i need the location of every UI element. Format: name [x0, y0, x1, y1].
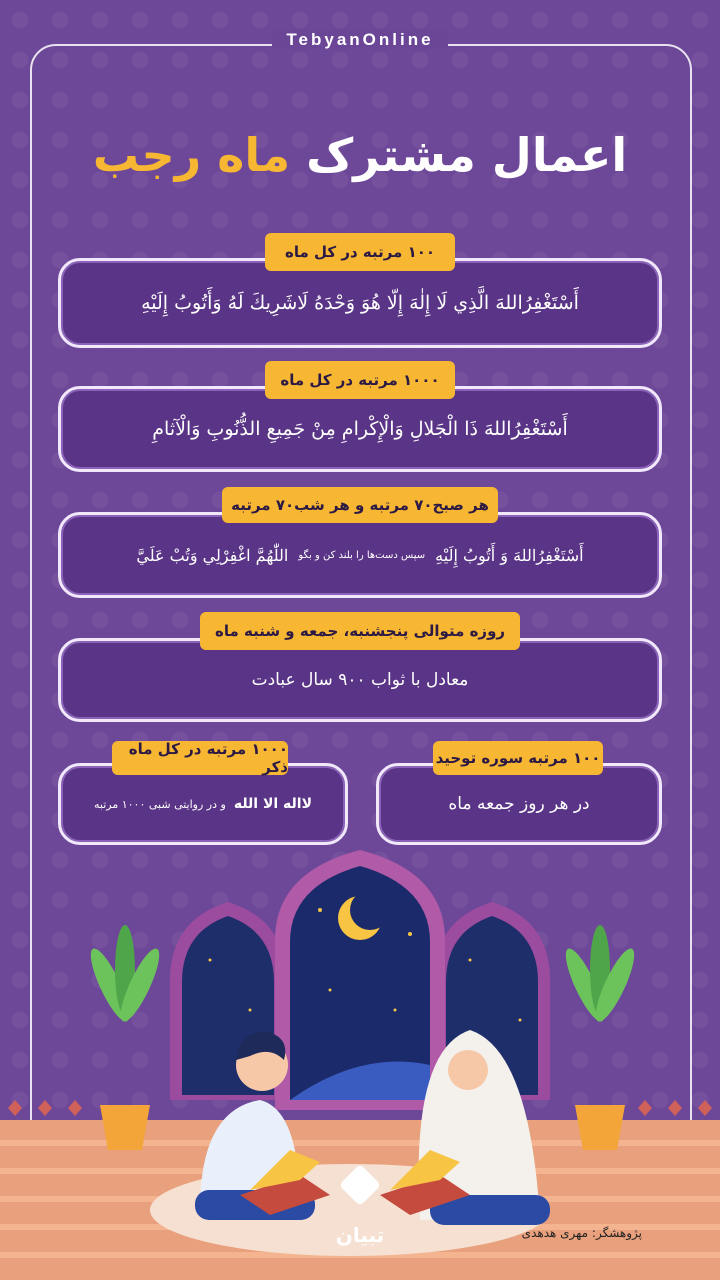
- item-2-text: أَسْتَغْفِرُاللهَ ذَا الْجَلالِ وَالْإِكْرامِ مِنْ جَمِيعِ الذُّنُوبِ وَالْآثامِ: [152, 418, 568, 440]
- item-6-label: ۱۰۰۰ مرتبه در کل ماه ذکر: [112, 741, 288, 775]
- item-5-label: ۱۰۰ مرتبه سوره توحید: [433, 741, 603, 775]
- item-3-card: [58, 512, 662, 598]
- item-5-card: [376, 763, 662, 845]
- page-title: [0, 128, 720, 182]
- title-main: اعمال مشترک: [306, 128, 628, 182]
- item-5-text: در هر روز جمعه ماه: [448, 794, 590, 814]
- item-3-label: هر صبح۷۰ مرتبه و هر شب۷۰ مرتبه: [222, 487, 498, 523]
- item-4-text: معادل با ثواب ۹۰۰ سال عبادت: [251, 670, 469, 690]
- credit-text: پژوهشگر: مهری هدهدی: [521, 1226, 642, 1240]
- item-3-text-b: اللّٰهُمَّ اغْفِرْلِي وَتُبْ عَلَيَّ: [136, 545, 289, 565]
- brand-header: TebyanOnline: [0, 30, 720, 50]
- logo-text: تبیان: [335, 1223, 385, 1247]
- item-1-card: [58, 258, 662, 348]
- item-1-label: ۱۰۰ مرتبه در کل ماه: [265, 233, 455, 271]
- left-plant: [84, 925, 166, 1150]
- right-plant: [559, 925, 641, 1150]
- scene-illustration: [0, 850, 720, 1280]
- item-1-text: أَسْتَغْفِرُاللهَ الَّذِي لَا إِلٰهَ إِلّا هُوَ وَحْدَهُ لَاشَرِيكَ لَهُ وَأَتُوبُ إِلَيْهِ: [141, 292, 579, 314]
- item-4-label: روزه متوالی پنجشنبه، جمعه و شنبه ماه: [200, 612, 520, 650]
- title-accent: ماه رجب: [92, 128, 291, 182]
- item-3-text-a: أَسْتَغْفِرُاللهَ وَ أَتُوبُ إِلَيْهِ: [435, 545, 584, 565]
- item-2-label: ۱۰۰۰ مرتبه در کل ماه: [265, 361, 455, 399]
- item-6-text-a: لااله الا الله: [233, 796, 313, 812]
- item-3-text-mid: سپس دست‌ها را بلند کن و بگو: [298, 549, 426, 561]
- center-window: [275, 850, 445, 1110]
- item-4-card: [58, 638, 662, 722]
- item-6-text-b: و در روایتی شبی ۱۰۰۰ مرتبه: [93, 797, 226, 811]
